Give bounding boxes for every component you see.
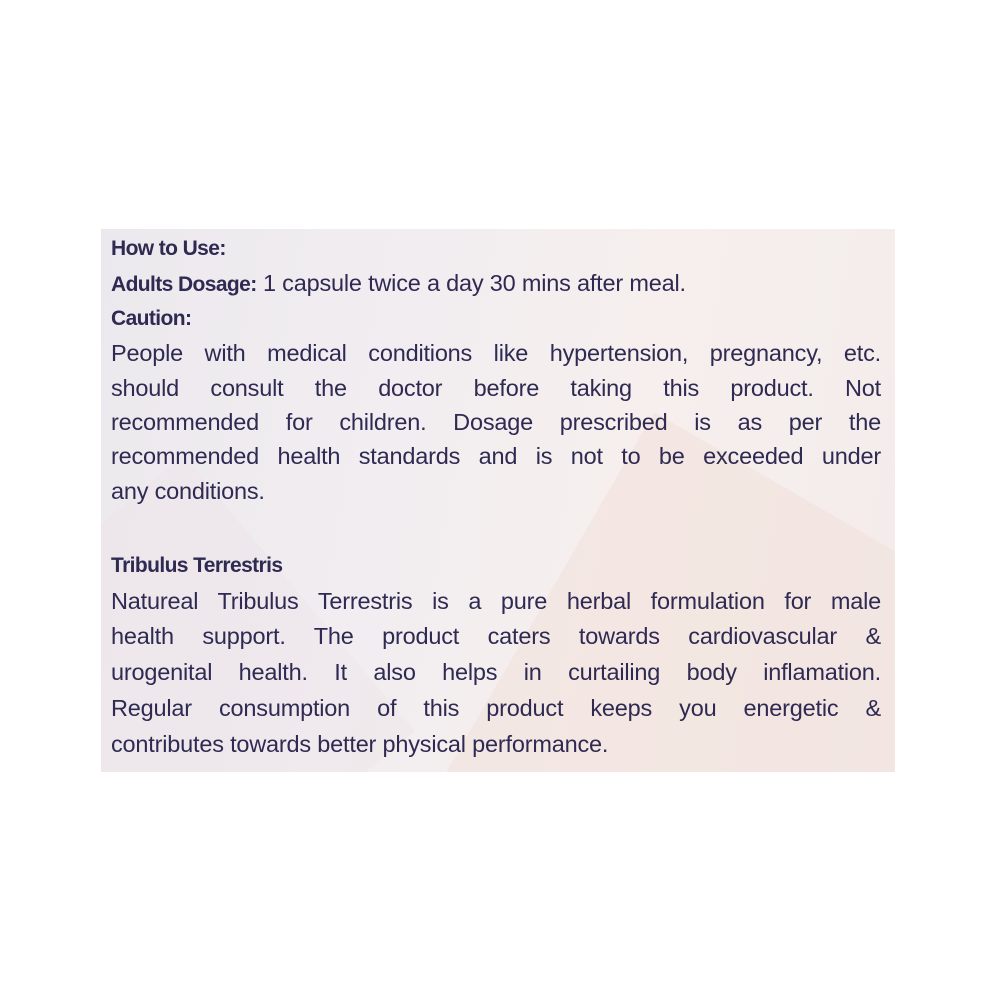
caution-line: People with medical conditions like hypertension, pregnancy, etc. xyxy=(111,340,881,366)
product-description-line: Regular consumption of this product keeps you energetic & xyxy=(111,695,881,721)
how-to-use-heading: How to Use: xyxy=(111,237,226,260)
caution-line: should consult the doctor before taking this product. Not xyxy=(111,375,881,401)
product-heading: Tribulus Terrestris xyxy=(111,554,283,577)
adults-dosage-line xyxy=(111,266,881,302)
caution-line: recommended health standards and is not to be exceeded under xyxy=(111,443,881,469)
product-description-line: urogenital health. It also helps in curtailing body inflamation. xyxy=(111,659,881,685)
product-description-line: health support. The product caters towards cardiovascular & xyxy=(111,623,881,649)
adults-dosage-text: 1 capsule twice a day 30 mins after meal. xyxy=(256,270,686,296)
product-description-line: Natureal Tribulus Terrestris is a pure herbal formulation for male xyxy=(111,588,881,614)
adults-dosage-label: Adults Dosage: xyxy=(111,273,257,296)
caution-line: any conditions. xyxy=(111,478,265,504)
caution-line: recommended for children. Dosage prescribed is as per the xyxy=(111,409,881,435)
product-description-line: contributes towards better physical performance. xyxy=(111,731,609,757)
product-label-panel xyxy=(101,229,895,772)
caution-heading: Caution: xyxy=(111,307,192,330)
